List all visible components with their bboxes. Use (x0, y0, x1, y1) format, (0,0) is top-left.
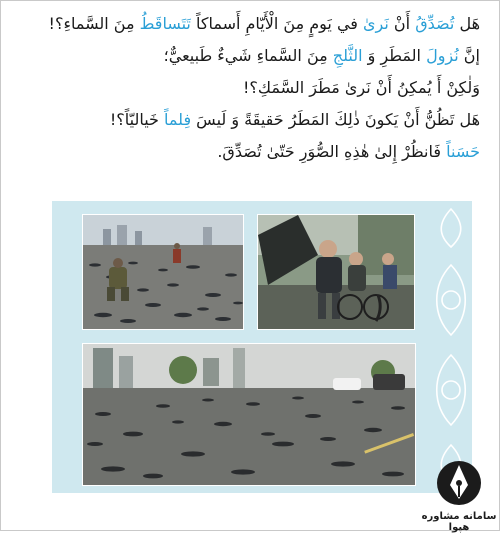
highlight-word: تُصَدِّقُ (415, 14, 455, 33)
text-span: فَانظُرْ إِلىٰ هٰذِهِ الصُّوَرِ حَتّىٰ تُصَدِّقَ. (217, 142, 447, 161)
highlight-word: نَرىٰ (363, 14, 389, 33)
text-span: مِنَ السَّماءِ؟! (48, 14, 140, 33)
text-line-4 (20, 104, 480, 136)
text-line-2 (20, 40, 480, 72)
text-span: خَياليّاً؟! (109, 110, 165, 129)
ornament-right (424, 205, 478, 491)
cyclists-photo (257, 214, 415, 330)
text-span: مِنَ السَّماءِ شَيءٌ طَبيعيٌّ؛ (163, 46, 333, 65)
text-span: المَطَرِ وَ (362, 46, 427, 65)
ornament-left (10, 205, 64, 491)
fish-collection-photo (82, 214, 244, 330)
text-line-5 (20, 136, 480, 168)
text-line-1 (20, 8, 480, 40)
text-line-3 (20, 72, 480, 104)
highlight-word: فِلماً (164, 110, 192, 129)
text-span: هَل (454, 14, 480, 33)
watermark-text: سامانه مشاوره هپوا (421, 511, 497, 533)
text-span: هَل تَظُنُّ أَنْ يَكونَ ذٰلِكَ المَطَرُ حَقيقَةً وَ لَيسَ (191, 110, 480, 129)
pen-nib-icon (437, 461, 481, 505)
intro-paragraph (20, 8, 480, 168)
text-span: وَلٰكِنْ أَ يُمكِنُ أَنْ نَرىٰ مَطَرَ السَّمَكِ؟! (242, 78, 480, 97)
highlight-word: نُزولَ (426, 46, 459, 65)
text-span: أَنْ (388, 14, 416, 33)
fish-covered-street-photo (82, 343, 416, 486)
text-span: إنَّ (458, 46, 480, 65)
highlight-word: الثَّلجِ (332, 46, 363, 65)
highlight-word: تَتَساقَطُ (139, 14, 191, 33)
highlight-word: حَسَناً (446, 142, 480, 161)
text-span: في يَومٍ مِنَ الْأَيّامِ أَسماكاً (190, 14, 364, 33)
